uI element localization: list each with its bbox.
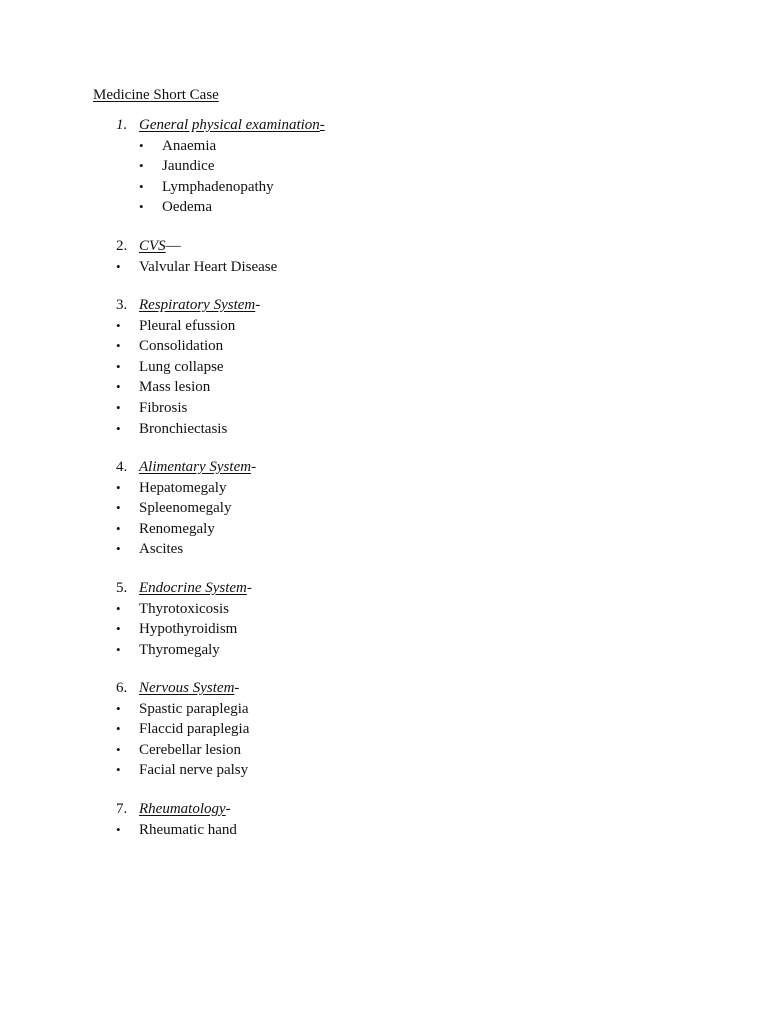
list-item-text: Bronchiectasis	[139, 420, 228, 437]
bullet-icon: •	[116, 600, 121, 616]
section-suffix: -	[319, 117, 325, 133]
list-item-text: Ascites	[139, 541, 184, 558]
bullet-icon: •	[116, 317, 121, 333]
section-suffix: -	[255, 297, 261, 313]
bullet-icon: •	[139, 158, 144, 174]
list-item-text: Thyromegaly	[139, 641, 220, 658]
section-heading-text	[139, 578, 252, 598]
section-name: Alimentary System	[139, 459, 252, 475]
bullet-icon: •	[116, 420, 121, 436]
bullet-icon: •	[116, 479, 121, 495]
section-name: Respiratory System	[139, 297, 256, 313]
section-number: 6.	[116, 680, 128, 696]
list-item-text: Cerebellar lesion	[139, 741, 242, 758]
section-heading-text	[139, 236, 181, 256]
bullet-icon: •	[139, 137, 144, 153]
list-item-text: Spleenomegaly	[139, 500, 232, 517]
section-heading-text	[139, 799, 231, 819]
bullet-icon: •	[139, 199, 144, 215]
section-number: 3.	[116, 297, 128, 313]
list-item-text: Oedema	[162, 199, 212, 216]
section-suffix: —	[165, 238, 181, 254]
bullet-icon: •	[116, 721, 121, 737]
list-item-text: Lung collapse	[139, 358, 224, 375]
bullet-icon: •	[116, 338, 121, 354]
section-heading-text	[139, 295, 260, 315]
list-item-text: Fibrosis	[139, 400, 188, 416]
list-item-text: Valvular Heart Disease	[139, 258, 278, 275]
bullet-icon: •	[139, 178, 144, 194]
list-item-text: Hepatomegaly	[139, 479, 227, 496]
list-item-text: Renomegaly	[139, 520, 215, 537]
section-suffix: -	[225, 801, 231, 817]
list-item-text: Jaundice	[162, 158, 215, 175]
list-item-text: Mass lesion	[139, 379, 211, 396]
bullet-icon: •	[116, 621, 121, 637]
section-name: CVS	[139, 238, 166, 254]
list-item-text: Lymphadenopathy	[162, 178, 274, 195]
section-name: Rheumatology	[139, 801, 226, 817]
list-item-text: Flaccid paraplegia	[139, 721, 250, 738]
section-number: 5.	[116, 580, 128, 596]
section-name: Nervous System	[139, 680, 235, 696]
list-item-text: Anaemia	[162, 137, 217, 154]
bullet-icon: •	[116, 641, 121, 657]
bullet-icon: •	[116, 379, 121, 395]
section-heading-text	[139, 678, 239, 698]
section-heading-text	[139, 457, 256, 477]
list-item-text: Thyrotoxicosis	[139, 600, 229, 617]
section-suffix: -	[251, 459, 257, 475]
bullet-icon: •	[116, 700, 121, 716]
list-item-text: Spastic paraplegia	[139, 700, 249, 717]
section-name: General physical examination	[139, 117, 320, 133]
section-number: 4.	[116, 459, 128, 475]
list-item-text: Pleural efussion	[139, 317, 236, 334]
section-number: 7.	[116, 801, 128, 817]
list-item-text: Rheumatic hand	[139, 821, 237, 838]
list-item-text: Hypothyroidism	[139, 621, 238, 638]
document-title: Medicine Short Case	[93, 87, 219, 103]
section-number: 1.	[116, 117, 128, 133]
bullet-icon: •	[116, 500, 121, 516]
bullet-icon: •	[116, 762, 121, 778]
bullet-icon: •	[116, 258, 121, 274]
bullet-icon: •	[116, 358, 121, 374]
section-name: Endocrine System	[139, 580, 247, 596]
section-suffix: -	[246, 580, 252, 596]
bullet-icon: •	[116, 821, 121, 837]
section-number: 2.	[116, 238, 128, 254]
bullet-icon: •	[116, 520, 121, 536]
list-item-text: Consolidation	[139, 338, 224, 355]
section-heading-text	[139, 115, 325, 135]
bullet-icon: •	[116, 741, 121, 757]
section-suffix: -	[234, 680, 240, 696]
bullet-icon: •	[116, 541, 121, 557]
list-item-text: Facial nerve palsy	[139, 762, 249, 779]
bullet-icon: •	[116, 400, 121, 415]
